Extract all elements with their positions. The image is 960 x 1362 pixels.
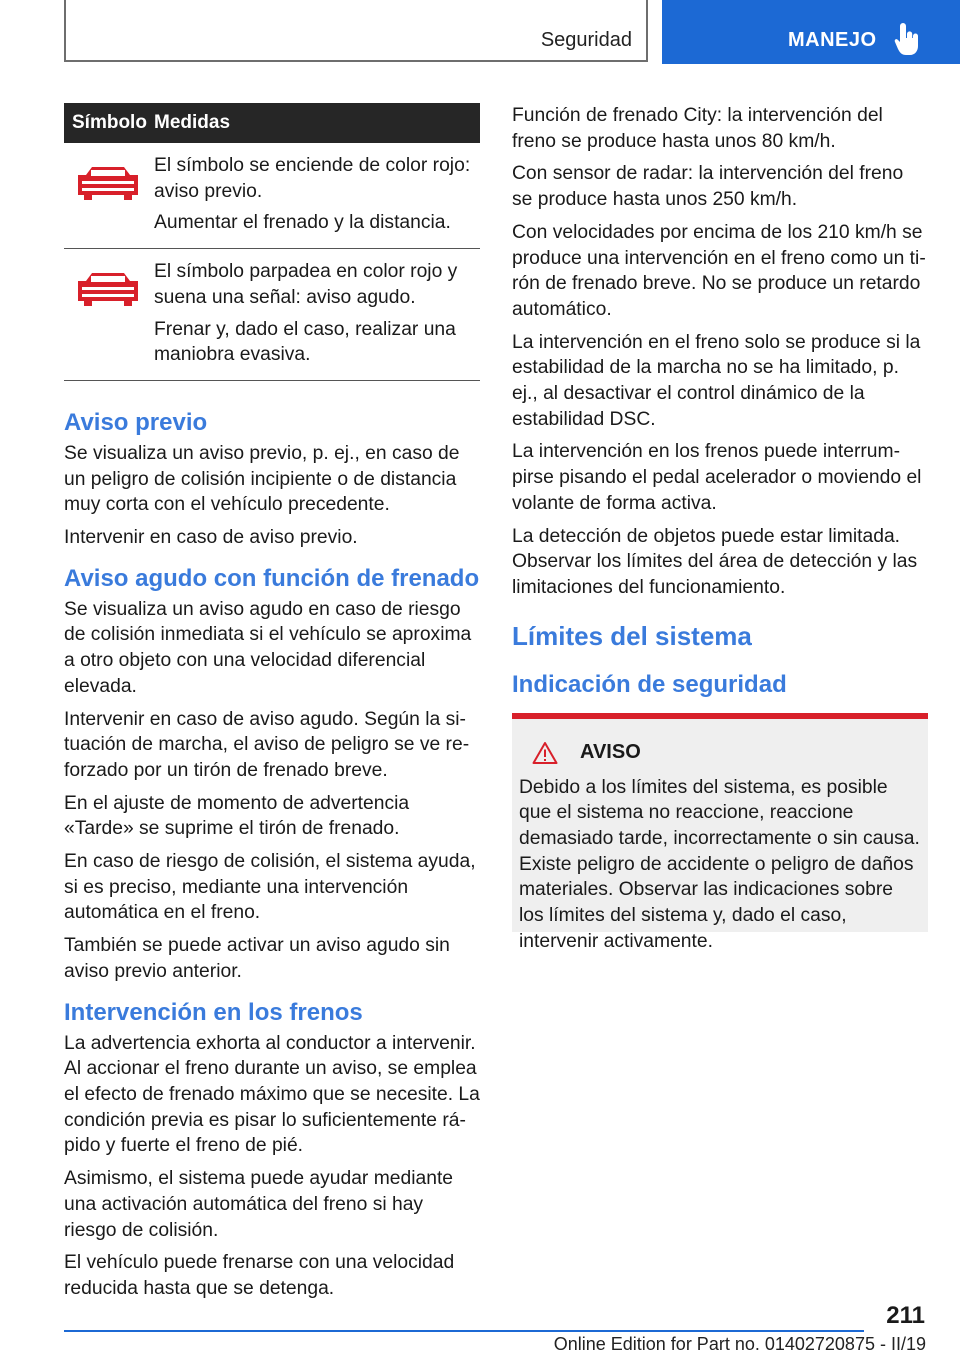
heading-limites: Límites del sistema (512, 620, 752, 651)
heading-intervencion: Intervención en los frenos (64, 998, 363, 1026)
row-text: El símbolo se enciende de color rojo: aviso previo. (154, 155, 471, 202)
warning-box (512, 713, 928, 952)
section-label: Seguridad (540, 29, 632, 51)
table-row (64, 143, 480, 249)
chapter-tab[interactable] (662, 0, 960, 64)
chapter-label: MANEJO (788, 29, 877, 51)
paragraph: Asimismo, el sistema puede ayudar mediante una activación automática del freno si hay riesgo de colisión. (64, 1168, 454, 1241)
symbol-table (64, 103, 480, 381)
paragraph: Con velocidades por encima de los 210 km/h se produce una intervención en el freno como un tirón de frenado breve. No se produce un retardo automático. (512, 221, 926, 320)
paragraph: En el ajuste de momento de advertencia «Tarde» se suprime el tirón de frenado. (64, 792, 410, 840)
car-warning-icon (76, 165, 140, 201)
table-header-symbol: Símbolo (64, 103, 154, 143)
warning-triangle-icon (532, 741, 558, 765)
paragraph: La intervención en el freno solo se produce si la estabilidad de la marcha no se ha limitado, p. ej., al desactivar el control dinámico de la estabilidad DSC. (512, 331, 921, 430)
table-header-measures: Medidas (154, 103, 480, 143)
paragraph: Intervenir en caso de aviso previo. (64, 527, 358, 549)
hand-pointer-icon (894, 22, 920, 56)
paragraph: La intervención en los frenos puede interrumpirse pisando el pedal acelerador o moviendo el volante de forma activa. (512, 441, 922, 514)
row-text: Frenar y, dado el caso, realizar una maniobra evasiva. (154, 318, 456, 366)
right-column (512, 103, 928, 952)
heading-aviso-agudo: Aviso agudo con función de frenado (64, 564, 480, 592)
row-text: El símbolo parpadea en color rojo y suena una señal: aviso agudo. (154, 261, 458, 308)
paragraph: Función de frenado City: la intervención del freno se produce hasta unos 80 km/h. (512, 105, 883, 152)
paragraph: En caso de riesgo de colisión, el sistema ayuda, si es preciso, mediante una intervención automática en el freno. (64, 851, 476, 924)
page-number: 211 (886, 1302, 925, 1329)
footer-divider (64, 1330, 864, 1332)
heading-indicacion-seguridad: Indicación de seguridad (512, 670, 787, 698)
left-column (64, 103, 480, 1309)
paragraph: Se visualiza un aviso agudo en caso de riesgo de colisión inmediata si el vehículo se aproxima a otro objeto con una velocidad diferencial elevada. (64, 598, 472, 697)
paragraph: Intervenir en caso de aviso agudo. Según la situación de marcha, el aviso de peligro se ve reforzado por un tirón de frenado breve. (64, 708, 470, 781)
heading-aviso-previo: Aviso previo (64, 408, 208, 436)
header-bar (64, 0, 648, 62)
edition-label: Online Edition for Part no. 01402720875 - II/19 (553, 1334, 926, 1354)
paragraph: La detección de objetos puede estar limitada. Observar los límites del área de detección y las limitaciones del funcionamiento. (512, 525, 918, 598)
car-warning-icon (76, 271, 140, 307)
paragraph: Se visualiza un aviso previo, p. ej., en caso de un peligro de colisión incipiente o de distancia muy corta con el vehículo precedente. (64, 442, 460, 516)
warning-text: Debido a los límites del sistema, es posible que el sistema no reaccione, reaccione demasiado tarde, incorrectamente o sin causa. Existe peligro de accidente o peligro de daños materiales. Observar las indicaciones sobre los límites del sistema y, dado el caso, intervenir activamente. (519, 776, 920, 952)
paragraph: El vehículo puede frenarse con una velocidad reducida hasta que se detenga. (64, 1252, 455, 1299)
row-text: Aumentar el frenado y la distancia. (154, 212, 451, 234)
warning-title: AVISO (580, 741, 641, 764)
paragraph: Con sensor de radar: la intervención del freno se produce hasta unos 250 km/h. (512, 163, 904, 211)
table-row (64, 249, 480, 381)
paragraph: La advertencia exhorta al conductor a intervenir. Al accionar el freno durante un aviso, se emplea el efecto de frenado máximo que se necesite. La condición previa es pisar lo suficientemente rápido y fuerte el freno de pié. (64, 1032, 480, 1157)
paragraph: También se puede activar un aviso agudo sin aviso previo anterior. (64, 935, 450, 982)
